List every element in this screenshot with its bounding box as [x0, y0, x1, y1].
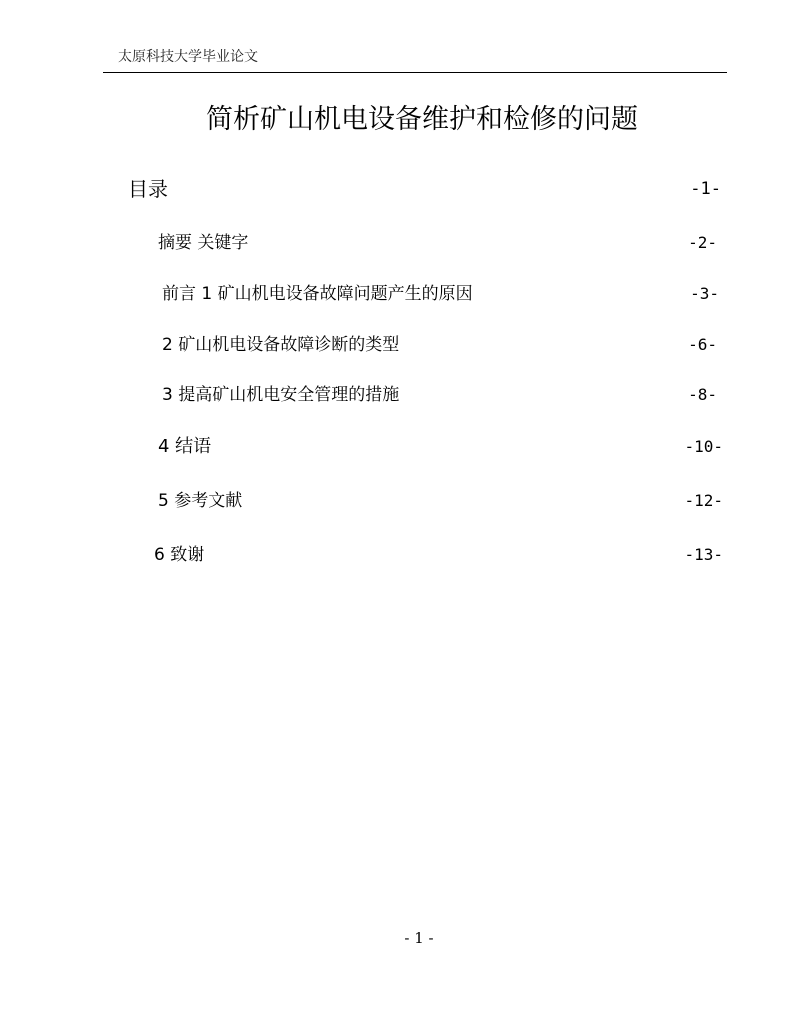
toc-entry-page: -2-	[688, 233, 717, 252]
toc-entry-label: 前言 1 矿山机电设备故障问题产生的原因	[162, 284, 473, 304]
toc-entry	[162, 381, 717, 409]
toc-entry-page: -12-	[684, 491, 723, 510]
toc-entry	[158, 487, 723, 515]
toc-entry	[162, 331, 717, 359]
toc-heading-page: -1-	[690, 179, 721, 199]
toc-entry	[162, 280, 719, 308]
running-header: 太原科技大学毕业论文	[118, 49, 258, 65]
toc-entry-label: 6 致谢	[154, 545, 205, 565]
toc-entry-label: 2 矿山机电设备故障诊断的类型	[162, 335, 400, 355]
header-divider	[103, 72, 727, 73]
toc-entry-page: -13-	[684, 545, 723, 564]
toc-entry-label: 5 参考文献	[158, 491, 243, 511]
document-title: 简析矿山机电设备维护和检修的问题	[206, 104, 638, 135]
toc-heading: 目录	[128, 177, 168, 201]
toc-entry	[158, 433, 723, 461]
toc-entry-page: -6-	[688, 335, 717, 354]
toc-entry-page: -3-	[690, 284, 719, 303]
page-number: - 1 -	[404, 929, 434, 947]
toc-entry-label: 摘要 关键字	[158, 233, 249, 253]
toc-heading-row	[128, 175, 721, 203]
toc-entry-label: 4 结语	[158, 436, 212, 457]
toc-entry-page: -8-	[688, 385, 717, 404]
toc-entry-page: -10-	[684, 437, 723, 456]
toc-entry-label: 3 提高矿山机电安全管理的措施	[162, 385, 400, 405]
toc-entry	[154, 541, 723, 569]
toc-entry	[158, 229, 717, 257]
